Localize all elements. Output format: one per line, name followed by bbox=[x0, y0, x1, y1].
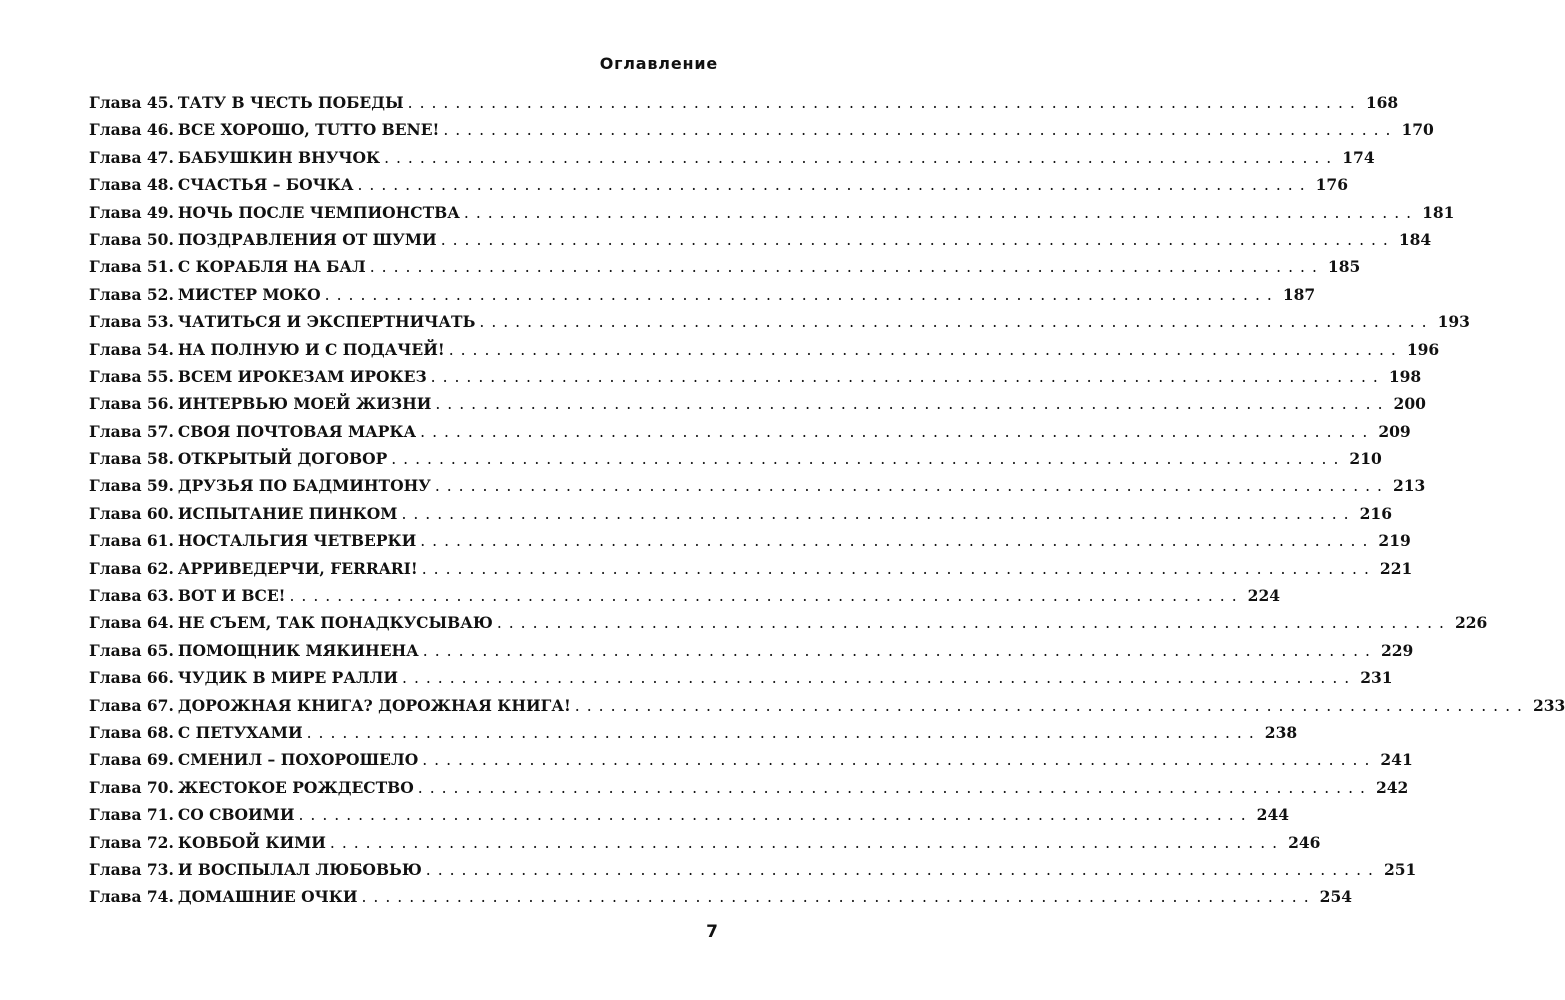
dot-leader: ................................................................................ bbox=[329, 833, 1285, 852]
chapter-page: 238 bbox=[1264, 722, 1298, 742]
chapter-title: ЧАТИТЬСЯ И ЭКСПЕРТНИЧАТЬ bbox=[177, 312, 476, 332]
toc-entry bbox=[89, 856, 1417, 883]
chapter-number: Глава 47. bbox=[89, 147, 174, 167]
dot-leader: ................................................................................ bbox=[407, 94, 1362, 112]
chapter-page: 176 bbox=[1315, 175, 1348, 195]
chapter-title: СО СВОИМИ bbox=[177, 805, 295, 825]
chapter-title: НА ПОЛНУЮ И С ПОДАЧЕЙ! bbox=[177, 339, 445, 359]
dot-leader: ................................................................................ bbox=[443, 121, 1398, 140]
dot-leader: ................................................................................ bbox=[357, 176, 1312, 195]
chapter-page: 187 bbox=[1282, 284, 1316, 304]
toc-entry bbox=[89, 390, 1426, 417]
chapter-page: 233 bbox=[1532, 695, 1565, 715]
chapter-number: Глава 54. bbox=[89, 339, 174, 359]
toc-entry bbox=[89, 89, 1399, 116]
chapter-title: КОВБОЙ КИМИ bbox=[177, 832, 326, 852]
chapter-title: МИСТЕР МОКО bbox=[177, 284, 321, 304]
chapter-page: 174 bbox=[1342, 147, 1375, 167]
toc-entry bbox=[89, 226, 1432, 253]
toc-entry bbox=[89, 171, 1348, 198]
chapter-number: Глава 53. bbox=[89, 312, 174, 332]
chapter-title: ПОМОЩНИК МЯКИНЕНА bbox=[177, 640, 419, 660]
toc-entry bbox=[89, 418, 1411, 445]
chapter-title: ДОРОЖНАЯ КНИГА? ДОРОЖНАЯ КНИГА! bbox=[177, 695, 571, 715]
chapter-title: ОТКРЫТЫЙ ДОГОВОР bbox=[177, 449, 388, 469]
chapter-number: Глава 46. bbox=[89, 120, 174, 140]
chapter-page: 231 bbox=[1360, 668, 1393, 688]
dot-leader: ................................................................................ bbox=[401, 504, 1356, 523]
dot-leader: ................................................................................ bbox=[440, 230, 1395, 249]
toc-entry bbox=[89, 116, 1434, 143]
chapter-title: И ВОСПЫЛАЛ ЛЮБОВЬЮ bbox=[177, 859, 422, 879]
chapter-number: Глава 45. bbox=[89, 93, 174, 112]
chapter-page: 168 bbox=[1365, 93, 1399, 112]
dot-leader: ................................................................................ bbox=[430, 367, 1385, 386]
chapter-number: Глава 74. bbox=[89, 887, 174, 907]
chapter-title: ЧУДИК В МИРЕ РАЛЛИ bbox=[177, 668, 399, 688]
chapter-title: ТАТУ В ЧЕСТЬ ПОБЕДЫ bbox=[177, 93, 404, 112]
chapter-page: 209 bbox=[1378, 421, 1411, 441]
chapter-page: 170 bbox=[1401, 120, 1434, 140]
dot-leader: ................................................................................ bbox=[420, 422, 1375, 441]
chapter-page: 254 bbox=[1319, 887, 1353, 907]
toc-entry bbox=[89, 637, 1414, 664]
chapter-title: ЖЕСТОКОЕ РОЖДЕСТВО bbox=[177, 777, 414, 797]
chapter-title: С ПЕТУХАМИ bbox=[177, 722, 303, 742]
dot-leader: ................................................................................ bbox=[391, 450, 1346, 469]
dot-leader: ................................................................................ bbox=[425, 860, 1380, 879]
running-header: Оглавление bbox=[599, 54, 718, 73]
toc-entry bbox=[89, 445, 1382, 472]
chapter-title: НОСТАЛЬГИЯ ЧЕТВЕРКИ bbox=[177, 531, 417, 551]
chapter-page: 241 bbox=[1380, 750, 1413, 770]
chapter-number: Глава 62. bbox=[89, 558, 174, 578]
chapter-title: ВОТ И ВСЕ! bbox=[177, 586, 286, 606]
chapter-number: Глава 71. bbox=[89, 805, 174, 825]
chapter-number: Глава 56. bbox=[89, 394, 174, 414]
chapter-page: 198 bbox=[1388, 366, 1422, 386]
chapter-page: 221 bbox=[1379, 558, 1413, 578]
chapter-number: Глава 52. bbox=[89, 284, 174, 304]
chapter-title: С КОРАБЛЯ НА БАЛ bbox=[177, 257, 366, 277]
dot-leader: ................................................................................ bbox=[384, 148, 1339, 167]
dot-leader: ................................................................................ bbox=[306, 723, 1261, 742]
chapter-title: СЧАСТЬЯ – БОЧКА bbox=[177, 175, 354, 195]
chapter-page: 210 bbox=[1349, 449, 1382, 469]
chapter-title: ВСЕ ХОРОШО, TUTTO BENE! bbox=[177, 120, 440, 140]
chapter-page: 219 bbox=[1378, 531, 1411, 551]
chapter-page: 246 bbox=[1288, 832, 1321, 852]
chapter-page: 216 bbox=[1359, 503, 1392, 523]
chapter-number: Глава 68. bbox=[89, 722, 174, 742]
toc-entry bbox=[89, 308, 1470, 335]
dot-leader: ................................................................................ bbox=[574, 696, 1529, 715]
chapter-number: Глава 51. bbox=[89, 257, 174, 277]
toc-entry bbox=[89, 692, 1565, 719]
toc-entry bbox=[89, 281, 1316, 308]
dot-leader: ................................................................................ bbox=[289, 587, 1244, 606]
chapter-number: Глава 66. bbox=[89, 668, 174, 688]
chapter-page: 226 bbox=[1454, 613, 1488, 633]
chapter-page: 224 bbox=[1247, 586, 1281, 606]
chapter-title: ВСЕМ ИРОКЕЗАМ ИРОКЕЗ bbox=[177, 366, 427, 386]
dot-leader: ................................................................................ bbox=[402, 669, 1357, 688]
toc-entry bbox=[89, 609, 1488, 636]
dot-leader: ................................................................................ bbox=[435, 395, 1390, 414]
chapter-number: Глава 61. bbox=[89, 531, 174, 551]
toc-entry bbox=[89, 582, 1281, 609]
dot-leader: ................................................................................ bbox=[421, 559, 1376, 578]
chapter-title: ИНТЕРВЬЮ МОЕЙ ЖИЗНИ bbox=[177, 394, 432, 414]
toc-entry bbox=[89, 801, 1290, 828]
toc-entry bbox=[89, 527, 1411, 554]
chapter-page: 200 bbox=[1393, 394, 1426, 414]
dot-leader: ................................................................................ bbox=[496, 614, 1451, 633]
chapter-title: БАБУШКИН ВНУЧОК bbox=[177, 147, 381, 167]
toc-entry bbox=[89, 144, 1375, 171]
chapter-page: 229 bbox=[1380, 640, 1414, 660]
dot-leader: ................................................................................ bbox=[479, 313, 1434, 332]
toc-entry bbox=[89, 253, 1361, 280]
chapter-number: Глава 64. bbox=[89, 613, 174, 633]
dot-leader: ................................................................................ bbox=[298, 806, 1253, 825]
chapter-number: Глава 72. bbox=[89, 832, 174, 852]
chapter-title: ДОМАШНИЕ ОЧКИ bbox=[177, 887, 358, 907]
toc-entry bbox=[89, 336, 1440, 363]
chapter-title: ИСПЫТАНИЕ ПИНКОМ bbox=[177, 503, 398, 523]
chapter-title: ДРУЗЬЯ ПО БАДМИНТОНУ bbox=[177, 476, 431, 496]
chapter-number: Глава 63. bbox=[89, 586, 174, 606]
chapter-title: НОЧЬ ПОСЛЕ ЧЕМПИОНСТВА bbox=[177, 202, 460, 222]
chapter-number: Глава 67. bbox=[89, 695, 174, 715]
chapter-number: Глава 50. bbox=[89, 229, 174, 249]
toc-entry bbox=[89, 719, 1298, 746]
chapter-title: АРРИВЕДЕРЧИ, FERRARI! bbox=[177, 558, 418, 578]
chapter-title: НЕ СЪЕМ, ТАК ПОНАДКУСЫВАЮ bbox=[177, 613, 493, 633]
chapter-number: Глава 59. bbox=[89, 476, 174, 496]
dot-leader: ................................................................................ bbox=[420, 532, 1375, 551]
toc-entry bbox=[89, 472, 1426, 499]
toc-entry bbox=[89, 829, 1321, 856]
chapter-number: Глава 60. bbox=[89, 503, 174, 523]
toc-entry bbox=[89, 363, 1422, 390]
toc-entry bbox=[89, 500, 1392, 527]
chapter-number: Глава 48. bbox=[89, 175, 174, 195]
toc-entry bbox=[89, 664, 1393, 691]
chapter-page: 193 bbox=[1437, 312, 1470, 332]
dot-leader: ................................................................................ bbox=[463, 203, 1419, 222]
chapter-title: СМЕНИЛ – ПОХОРОШЕЛО bbox=[177, 750, 419, 770]
toc-entry bbox=[89, 883, 1353, 910]
chapter-number: Глава 49. bbox=[89, 202, 174, 222]
chapter-number: Глава 55. bbox=[89, 366, 174, 386]
chapter-page: 244 bbox=[1256, 805, 1290, 825]
toc-entry bbox=[89, 555, 1413, 582]
chapter-page: 196 bbox=[1406, 339, 1440, 359]
dot-leader: ................................................................................ bbox=[361, 888, 1316, 907]
toc-entry bbox=[89, 199, 1455, 226]
chapter-title: СВОЯ ПОЧТОВАЯ МАРКА bbox=[177, 421, 417, 441]
chapter-number: Глава 73. bbox=[89, 859, 174, 879]
dot-leader: ................................................................................ bbox=[417, 778, 1372, 797]
toc-entry bbox=[89, 746, 1413, 773]
dot-leader: ................................................................................ bbox=[434, 477, 1389, 496]
chapter-page: 185 bbox=[1327, 257, 1361, 277]
table-of-contents bbox=[89, 89, 1565, 911]
chapter-page: 181 bbox=[1422, 202, 1455, 222]
chapter-page: 251 bbox=[1383, 859, 1417, 879]
chapter-title: ПОЗДРАВЛЕНИЯ ОТ ШУМИ bbox=[177, 229, 437, 249]
chapter-number: Глава 58. bbox=[89, 449, 174, 469]
dot-leader: ................................................................................ bbox=[422, 751, 1377, 770]
toc-entry bbox=[89, 774, 1409, 801]
dot-leader: ................................................................................ bbox=[422, 641, 1377, 660]
chapter-number: Глава 70. bbox=[89, 777, 174, 797]
chapter-number: Глава 69. bbox=[89, 750, 174, 770]
dot-leader: ................................................................................ bbox=[448, 340, 1403, 359]
dot-leader: ................................................................................ bbox=[369, 258, 1324, 277]
page-number: 7 bbox=[706, 922, 718, 942]
chapter-page: 213 bbox=[1392, 476, 1426, 496]
dot-leader: ................................................................................ bbox=[324, 285, 1279, 304]
chapter-number: Глава 57. bbox=[89, 421, 174, 441]
chapter-page: 242 bbox=[1375, 777, 1409, 797]
chapter-number: Глава 65. bbox=[89, 640, 174, 660]
chapter-page: 184 bbox=[1398, 229, 1432, 249]
